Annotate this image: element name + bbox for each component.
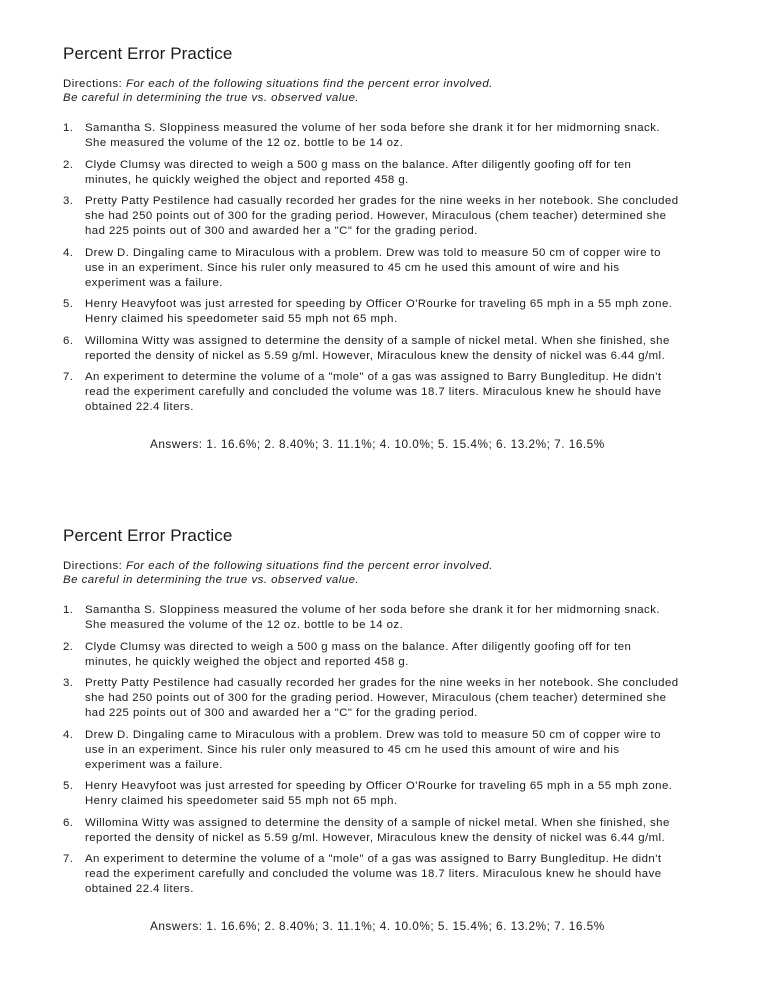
problem-list — [63, 603, 713, 897]
directions — [63, 77, 713, 105]
problem-text-line-1: An experiment to determine the volume of a "mole" of a gas was assigned to Barry Bungleditup. He didn't — [85, 853, 662, 865]
problem-text-line-1: Drew D. Dingaling came to Miraculous with a problem. Drew was told to measure 50 cm of copper wire to — [85, 728, 661, 741]
problem-item — [63, 121, 713, 151]
problem-item — [63, 779, 713, 809]
problem-number: 5. — [63, 780, 74, 792]
problem-text-line-2: Henry claimed his speedometer said 55 mph not 65 mph. — [85, 313, 398, 325]
problem-item — [63, 640, 713, 670]
problem-text-line-2: Henry claimed his speedometer said 55 mph not 65 mph. — [85, 795, 398, 807]
problem-item — [63, 728, 713, 773]
problem-text-line-2: use in an experiment. Since his ruler only measured to 45 cm he used this amount of wire and his — [85, 743, 620, 756]
problem-number: 4. — [63, 728, 74, 741]
directions-text-line-1: For each of the following situations find the percent error involved. — [125, 560, 493, 572]
problem-text-line-1: Clyde Clumsy was directed to weigh a 500 g mass on the balance. After diligently goofing off for ten — [85, 640, 632, 653]
problem-item — [63, 158, 713, 188]
problem-number: 7. — [63, 853, 74, 865]
worksheet-title: Percent Error Practice — [63, 44, 233, 63]
problem-text-line-1: Pretty Patty Pestilence had casually recorded her grades for the nine weeks in her notebook. She concluded — [85, 677, 679, 689]
problem-text-line-2: read the experiment carefully and concluded the volume was 18.7 liters. Miraculous knew he should have — [85, 868, 662, 880]
problem-text-line-3: experiment was a failure. — [85, 276, 223, 289]
problem-text-line-1: Willomina Witty was assigned to determine the density of a sample of nickel metal. When she finished, she — [85, 334, 670, 347]
problem-text-line-3: obtained 22.4 liters. — [85, 401, 194, 413]
problem-text-line-1: Pretty Patty Pestilence had casually recorded her grades for the nine weeks in her notebook. She concluded — [85, 195, 679, 207]
problem-text-line-2: she had 250 points out of 300 for the grading period. However, Miraculous (chem teacher) determined she — [85, 210, 667, 222]
problem-number: 1. — [63, 122, 74, 134]
answer-key: Answers: 1. 16.6%; 2. 8.40%; 3. 11.1%; 4. 10.0%; 5. 15.4%; 6. 13.2%; 7. 16.5% — [150, 919, 605, 933]
problem-text-line-2: She measured the volume of the 12 oz. bottle to be 14 oz. — [85, 619, 404, 631]
problem-item — [63, 370, 713, 415]
problem-text-line-1: Clyde Clumsy was directed to weigh a 500 g mass on the balance. After diligently goofing off for ten — [85, 158, 632, 171]
problem-text-line-1: Samantha S. Sloppiness measured the volume of her soda before she drank it for her midmorning snack. — [85, 122, 660, 134]
problem-item — [63, 816, 713, 846]
problem-text-line-1: An experiment to determine the volume of a "mole" of a gas was assigned to Barry Bungleditup. He didn't — [85, 371, 662, 383]
worksheet-top — [63, 44, 713, 451]
problem-item — [63, 676, 713, 721]
problem-text-line-1: Henry Heavyfoot was just arrested for speeding by Officer O'Rourke for traveling 65 mph in a 55 mph zone. — [85, 780, 673, 792]
problem-text-line-2: minutes, he quickly weighed the object and reported 458 g. — [85, 173, 409, 186]
problem-number: 6. — [63, 334, 74, 347]
problem-text-line-2: she had 250 points out of 300 for the grading period. However, Miraculous (chem teacher) determined she — [85, 692, 667, 704]
problem-text-line-2: read the experiment carefully and concluded the volume was 18.7 liters. Miraculous knew he should have — [85, 386, 662, 398]
problem-number: 2. — [63, 158, 74, 171]
directions-label: Directions: — [63, 78, 126, 90]
directions-text-line-2: Be careful in determining the true vs. observed value. — [63, 574, 360, 586]
problem-number: 2. — [63, 640, 74, 653]
answer-key: Answers: 1. 16.6%; 2. 8.40%; 3. 11.1%; 4. 10.0%; 5. 15.4%; 6. 13.2%; 7. 16.5% — [150, 437, 605, 451]
problem-number: 6. — [63, 816, 74, 829]
directions-text-line-2: Be careful in determining the true vs. observed value. — [63, 92, 360, 104]
problem-number: 7. — [63, 371, 74, 383]
problem-number: 1. — [63, 604, 74, 616]
problem-item — [63, 852, 713, 897]
problem-text-line-3: obtained 22.4 liters. — [85, 883, 194, 895]
problem-text-line-3: experiment was a failure. — [85, 758, 223, 771]
problem-text-line-1: Samantha S. Sloppiness measured the volume of her soda before she drank it for her midmorning snack. — [85, 604, 660, 616]
worksheet-title: Percent Error Practice — [63, 526, 233, 545]
problem-text-line-2: She measured the volume of the 12 oz. bottle to be 14 oz. — [85, 137, 404, 149]
problem-number: 5. — [63, 298, 74, 310]
problem-number: 3. — [63, 677, 74, 689]
problem-text-line-3: had 225 points out of 300 and awarded her a "C" for the grading period. — [85, 707, 478, 719]
problem-text-line-2: reported the density of nickel as 5.59 g/ml. However, Miraculous knew the density of nickel was 6.44 g/ml. — [85, 831, 666, 844]
problem-number: 3. — [63, 195, 74, 207]
problem-text-line-1: Willomina Witty was assigned to determine the density of a sample of nickel metal. When she finished, she — [85, 816, 670, 829]
problem-item — [63, 194, 713, 239]
problem-text-line-1: Drew D. Dingaling came to Miraculous with a problem. Drew was told to measure 50 cm of copper wire to — [85, 246, 661, 259]
problem-text-line-3: had 225 points out of 300 and awarded her a "C" for the grading period. — [85, 225, 478, 237]
problem-item — [63, 246, 713, 291]
problem-number: 4. — [63, 246, 74, 259]
directions-label: Directions: — [63, 560, 126, 572]
problem-item — [63, 334, 713, 364]
worksheet-bottom — [63, 526, 713, 933]
problem-item — [63, 603, 713, 633]
problem-text-line-2: minutes, he quickly weighed the object and reported 458 g. — [85, 655, 409, 668]
problem-item — [63, 297, 713, 327]
directions-text-line-1: For each of the following situations find the percent error involved. — [125, 78, 493, 90]
problem-text-line-2: use in an experiment. Since his ruler only measured to 45 cm he used this amount of wire and his — [85, 261, 620, 274]
problem-list — [63, 121, 713, 415]
directions — [63, 559, 713, 587]
problem-text-line-1: Henry Heavyfoot was just arrested for speeding by Officer O'Rourke for traveling 65 mph in a 55 mph zone. — [85, 298, 673, 310]
problem-text-line-2: reported the density of nickel as 5.59 g/ml. However, Miraculous knew the density of nickel was 6.44 g/ml. — [85, 349, 666, 362]
